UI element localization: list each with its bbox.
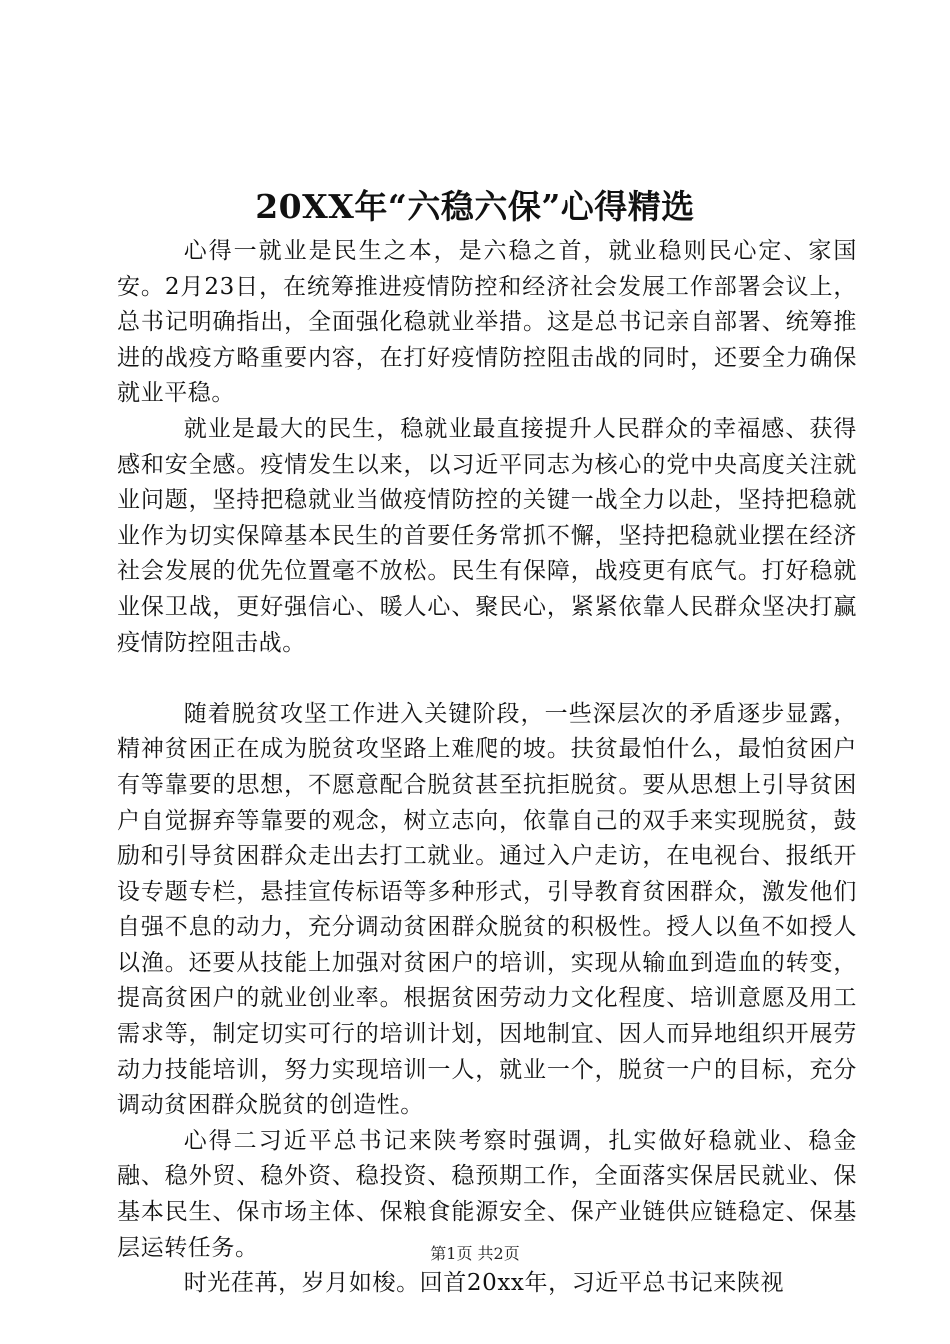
paragraph-2: 就业是最大的民生，稳就业最直接提升人民群众的幸福感、获得感和安全感。疫情发生以来，以习近平同志为核心的党中央高度关注就业问题，坚持把稳就业当做疫情防控的关键一战全力以赴，坚持把稳就业作为切实保障基本民生的首要任务常抓不懈，坚持把稳就业摆在经济社会发展的优先位置毫不放松。民生有保障，战疫更有底气。打好稳就业保卫战，更好强信心、暖人心、聚民心，紧紧依靠人民群众坚决打赢疫情防控阻击战。 (117, 415, 857, 656)
paragraph-5: 时光荏苒，岁月如梭。回首20xx年，习近平总书记来陕视 (183, 1270, 785, 1297)
paragraph-1: 心得一就业是民生之本，是六稳之首，就业稳则民心定、家国安。2月23日，在统筹推进疫情防控和经济社会发展工作部署会议上，总书记明确指出，全面强化稳就业举措。这是总书记亲自部署、统筹推进的战疫方略重要内容，在打好疫情防控阻击战的同时，还要全力确保就业平稳。 (117, 238, 857, 407)
document-title: 20XX年“六稳六保”心得精选 (255, 187, 695, 226)
paragraph-spacer (117, 661, 857, 697)
paragraph-4: 心得二习近平总书记来陕考察时强调，扎实做好稳就业、稳金融、稳外贸、稳外资、稳投资、稳预期工作，全面落实保居民就业、保基本民生、保市场主体、保粮食能源安全、保产业链供应链稳定、保基层运转任务。 (117, 1127, 857, 1261)
page-footer: 第1页 共2页 (430, 1244, 520, 1263)
document-body (117, 234, 857, 1302)
paragraph-3: 随着脱贫攻坚工作进入关键阶段，一些深层次的矛盾逐步显露，精神贫困正在成为脱贫攻坚路上难爬的坡。扶贫最怕什么，最怕贫困户有等靠要的思想，不愿意配合脱贫甚至抗拒脱贫。要从思想上引导贫困户自觉摒弃等靠要的观念，树立志向，依靠自己的双手来实现脱贫，鼓励和引导贫困群众走出去打工就业。通过入户走访，在电视台、报纸开设专题专栏，悬挂宣传标语等多种形式，引导教育贫困群众，激发他们自强不息的动力，充分调动贫困群众脱贫的积极性。授人以鱼不如授人以渔。还要从技能上加强对贫困户的培训，实现从输血到造血的转变，提高贫困户的就业创业率。根据贫困劳动力文化程度、培训意愿及用工需求等，制定切实可行的培训计划，因地制宜、因人而异地组织开展劳动力技能培训，努力实现培训一人，就业一个，脱贫一户的目标，充分调动贫困群众脱贫的创造性。 (117, 700, 857, 1119)
